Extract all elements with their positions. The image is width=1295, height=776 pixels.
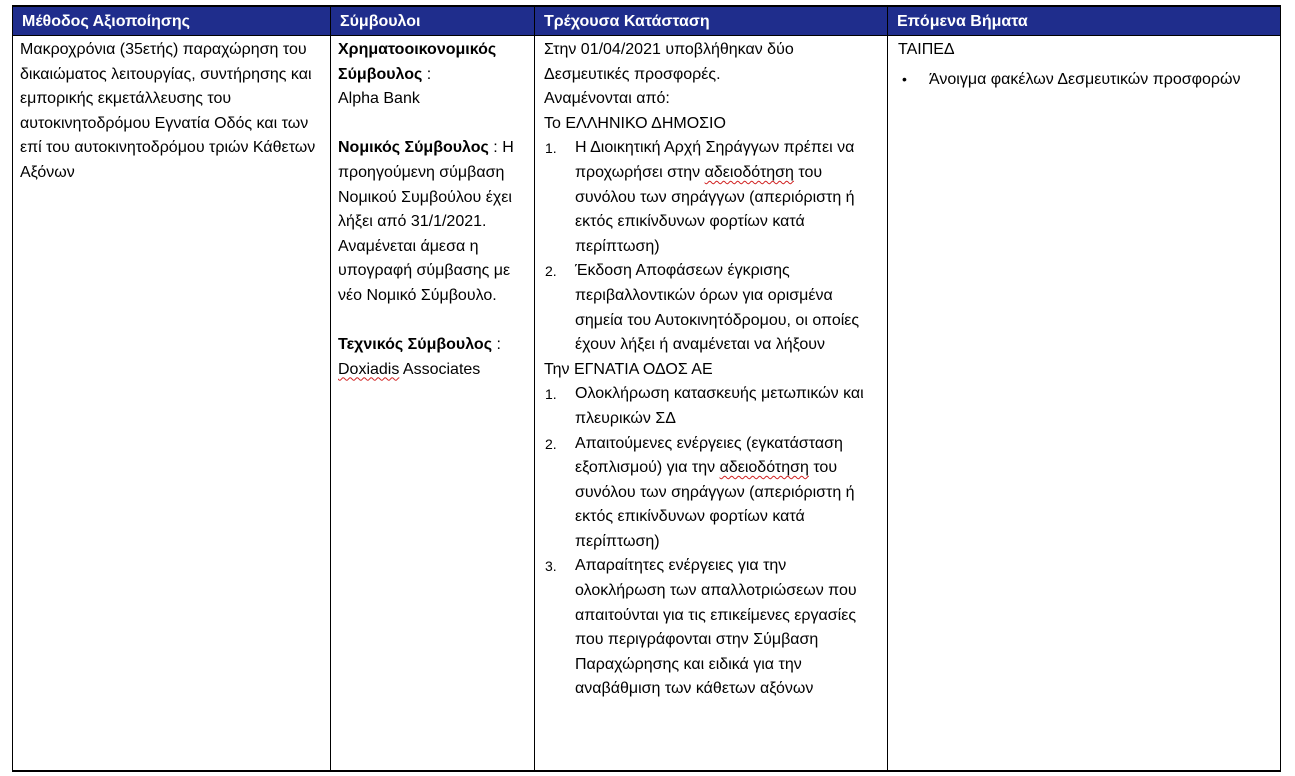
financial-advisor — [338, 38, 526, 112]
list-text-b: αδειοδότηση — [719, 459, 809, 477]
assets-status-table — [12, 5, 1281, 772]
status-group1-title: Το ΕΛΛΗΝΙΚΟ ΔΗΜΟΣΙΟ — [544, 114, 726, 132]
list-text-c: του συνόλου των σηράγγων (απεριόριστη ή εκτός επικίνδυνων φορτίων κατά περίπτωση) — [575, 459, 855, 550]
financial-advisor-sep: : — [422, 65, 432, 83]
legal-advisor-value: Η προηγούμενη σύμβαση Νομικού Συμβούλου έχει λήξει από 31/1/2021. Αναμένεται άμεσα η υπογραφή σύμβασης με νέο Νομικό Σύμβουλο. — [338, 139, 514, 304]
list-number: 1. — [545, 386, 557, 403]
header-status: Τρέχουσα Κατάσταση — [535, 6, 888, 36]
status-cell — [535, 36, 888, 772]
status-awaited: Αναμένονται από: — [544, 90, 670, 108]
legal-advisor — [338, 136, 526, 308]
list-text: Απαραίτητες ενέργειες για την ολοκλήρωση των απαλλοτριώσεων που απαιτούνται για τις επικείμενες εργασίες που περιγράφονται στην Σύμβαση Παραχώρησης και ειδικά για την αναβάθμιση των κάθετων αξόνων — [575, 557, 857, 698]
list-item — [544, 432, 879, 555]
status-group2-list — [544, 382, 879, 702]
technical-advisor-value-a: Doxiadis — [338, 360, 400, 378]
status-group2-title: Την ΕΓΝΑΤΙΑ ΟΔΟΣ ΑΕ — [544, 360, 713, 378]
header-next-steps: Επόμενα Βήματα — [888, 6, 1281, 36]
method-cell — [13, 36, 331, 772]
technical-advisor-value-b: Associates — [399, 360, 481, 378]
header-row — [13, 6, 1281, 36]
header-method: Μέθοδος Αξιοποίησης — [13, 6, 331, 36]
next-steps-cell — [888, 36, 1281, 772]
list-number: 3. — [545, 558, 557, 575]
list-item — [544, 259, 879, 357]
status-intro: Στην 01/04/2021 υποβλήθηκαν δύο Δεσμευτικές προσφορές. — [544, 41, 794, 83]
legal-advisor-sep: : — [488, 139, 498, 157]
header-advisors: Σύμβουλοι — [331, 6, 535, 36]
list-text: Ολοκλήρωση κατασκευής μετωπικών και πλευρικών ΣΔ — [575, 385, 864, 427]
advisors-cell — [331, 36, 535, 772]
list-text-c: του συνόλου των σηράγγων (απεριόριστη ή εκτός επικίνδυνων φορτίων κατά περίπτωση) — [575, 163, 855, 255]
method-text: Μακροχρόνια (35ετής) παραχώρηση του δικαιώματος λειτουργίας, συντήρησης και εμπορικής εκμετάλλευσης του αυτοκινητοδρόμου Εγνατία Οδός και των επί του αυτοκινητοδρόμου τριών Κάθετων Αξόνων — [20, 41, 316, 181]
list-item — [544, 382, 879, 431]
financial-advisor-value: Alpha Bank — [338, 90, 420, 108]
list-item — [898, 65, 1272, 94]
list-item — [544, 136, 879, 259]
list-text: Έκδοση Αποφάσεων έγκρισης περιβαλλοντικών όρων για ορισμένα σημεία του Αυτοκινητόδρομου, οι οποίες έχουν λήξει ή αναμένεται να λήξουν — [575, 262, 860, 354]
list-text-a: Η Διοικητική Αρχή Σηράγγων πρέπει να προχωρήσει στην — [575, 139, 855, 181]
list-text: Άνοιγμα φακέλων Δεσμευτικών προσφορών — [929, 70, 1241, 88]
technical-advisor-sep: : — [492, 336, 501, 354]
status-group1-list — [544, 136, 879, 357]
list-number: 2. — [545, 435, 557, 452]
bullet-icon: • — [902, 70, 907, 87]
list-text-a: Απαιτούμενες ενέργειες (εγκατάσταση εξοπλισμού) για την — [575, 434, 843, 477]
technical-advisor-label: Τεχνικός Σύμβουλος — [338, 336, 493, 354]
technical-advisor — [338, 333, 526, 382]
financial-advisor-label: Χρηματοοικονομικός Σύμβουλος — [338, 41, 497, 83]
list-text-b: αδειοδότηση — [704, 163, 794, 181]
next-steps-org: ΤΑΙΠΕΔ — [898, 41, 955, 58]
table-row — [13, 36, 1281, 772]
list-number: 1. — [545, 140, 557, 157]
list-number: 2. — [545, 263, 557, 280]
legal-advisor-label: Νομικός Σύμβουλος — [338, 139, 489, 157]
list-item — [544, 554, 879, 702]
next-steps-list — [898, 65, 1272, 94]
